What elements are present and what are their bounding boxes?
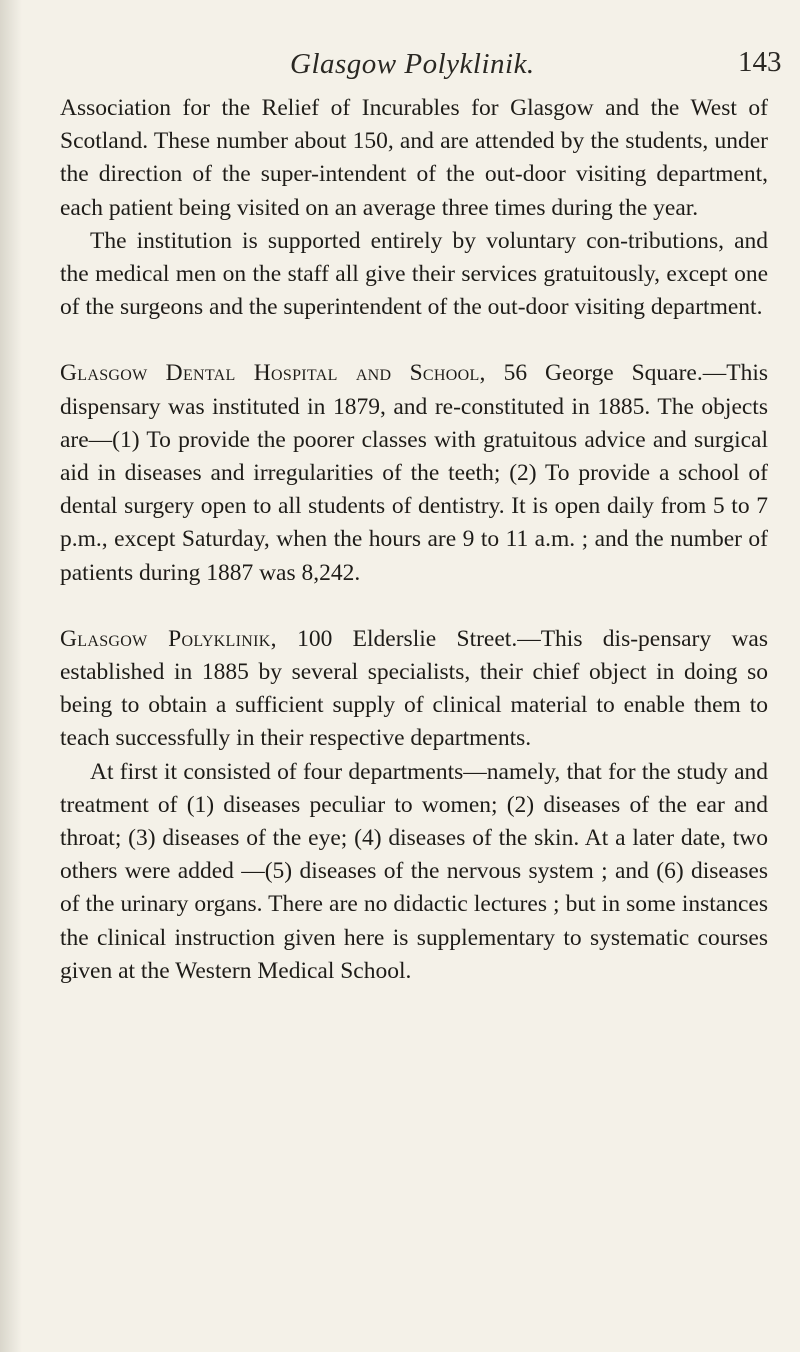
section-heading-dental-hospital: Glasgow Dental Hospital and School, [60, 360, 486, 387]
paragraph-polyklinik-text: 100 Elderslie Street.—This dis-pensary was established in 1885 by several specialists, their chief object in doing so being to obtain a sufficient supply of clinical material to enable them to teach successfully in their respective departments. [60, 625, 769, 752]
section-heading-polyklinik: Glasgow Polyklinik, [60, 625, 277, 652]
paragraph-departments: At first it consisted of four departments—namely, that for the study and treatment of (1) diseases peculiar to women; (2) diseases of the ear and throat; (3) diseases of the eye; (4) diseases of the skin. At a later date, two others were added —(5) diseases of the nervous system ; and (6) diseases of the urinary organs. There are no didactic lectures ; but in some instances the clinical instruction given here is supplementary to systematic courses given at the Western Medical School. [60, 758, 768, 984]
body-text [60, 92, 768, 988]
running-head: Glasgow Polyklinik. [290, 48, 535, 80]
paragraph-polyklinik [60, 623, 768, 756]
paragraph-dental-hospital [60, 357, 768, 589]
paragraph-institution-support: The institution is supported entirely by voluntary con-tributions, and the medical men on the staff all give their services gratuitously, except one of the surgeons and the superintendent of the out-door visiting department. [60, 227, 768, 321]
paragraph-incurables: Association for the Relief of Incurables for Glasgow and the West of Scotland. These number about 150, and are attended by the students, under the direction of the super-intendent of the out-door visiting department, each patient being visited on an average three times during the year. [60, 95, 768, 221]
paragraph-dental-hospital-text: 56 George Square.—This dispensary was instituted in 1879, and re-constituted in 1885. The objects are—(1) To provide the poorer classes with gratuitous advice and surgical aid in diseases and irregularities of the teeth; (2) To provide a school of dental surgery open to all students of dentistry. It is open daily from 5 to 7 p.m., except Saturday, when the hours are 9 to 11 a.m. ; and the number of patients during 1887 was 8,242. [60, 360, 768, 586]
page-gutter-shadow [0, 0, 22, 1352]
page-number: 143 [738, 46, 782, 78]
